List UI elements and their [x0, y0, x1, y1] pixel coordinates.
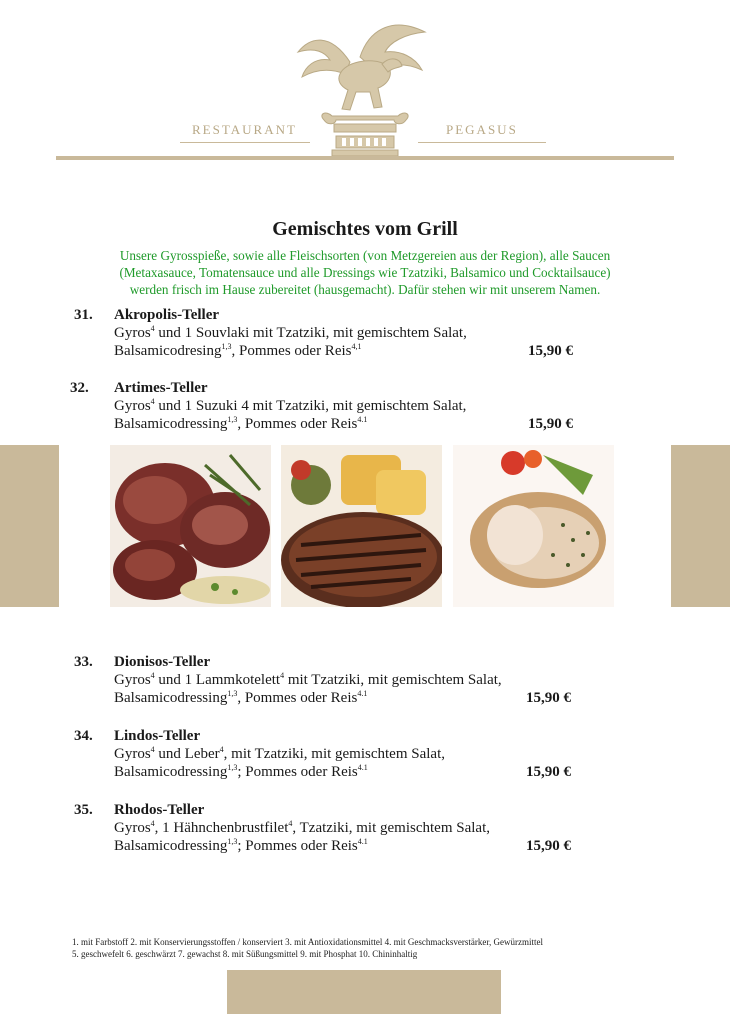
item-description-line: Balsamicodressing$^{1,3}$, Pommes oder Reis$^{4.1}$: [114, 689, 368, 706]
item-name: Dionisos-Teller: [114, 654, 211, 670]
item-price: 15,90 €: [526, 690, 571, 706]
item-name: Artimes-Teller: [114, 380, 208, 396]
header-rule-right: [418, 142, 546, 143]
header-rule-left: [180, 142, 310, 143]
item-number: 32.: [70, 380, 89, 396]
item-number: 31.: [74, 307, 93, 323]
item-description-line: Balsamicodressing$^{1,3}$; Pommes oder Reis$^{4.1}$: [114, 837, 368, 854]
intro-line: (Metaxasauce, Tomatensauce und alle Dressings wie Tzatziki, Balsamico und Cocktailsauce): [119, 265, 611, 280]
footnote-line: 1. mit Farbstoff 2. mit Konservierungsstoffen / konserviert 3. mit Antioxidationsmittel 4. mit Geschmacksverstärker, Gewürzmittel: [72, 937, 543, 947]
footnote-line: 5. geschwefelt 6. geschwärzt 7. gewachst 8. mit Süßungsmittel 9. mit Phosphat 10. Chininhaltig: [72, 949, 418, 959]
intro-line: werden frisch im Hause zubereitet (hausgemacht). Dafür stehen wir mit unserem Namen.: [129, 282, 601, 297]
section-intro: [70, 247, 660, 298]
header-rule-main: [56, 156, 674, 160]
photo-grilled-steak: [281, 445, 442, 607]
decor-block-right: [671, 445, 730, 607]
item-price: 15,90 €: [526, 764, 571, 780]
item-description-line: Gyros$^4$ und 1 Lammkotelett$^4$ mit Tzatziki, mit gemischtem Salat,: [114, 671, 502, 688]
pegasus-column-logo-icon: [290, 12, 440, 162]
item-number: 33.: [74, 654, 93, 670]
decor-block-left: [0, 445, 59, 607]
item-description-line: Balsamicodressing$^{1,3}$; Pommes oder Reis$^{4.1}$: [114, 763, 368, 780]
section-title: Gemischtes vom Grill: [272, 218, 458, 240]
intro-line: Unsere Gyrosspieße, sowie alle Fleischsorten (von Metzgereien aus der Region), alle Saucen: [119, 248, 611, 263]
item-number: 34.: [74, 728, 93, 744]
item-number: 35.: [74, 802, 93, 818]
item-price: 15,90 €: [526, 838, 571, 854]
photo-lamb-chops: [110, 445, 271, 607]
photo-chicken-breast: [453, 445, 614, 607]
item-description-line: Balsamicodressing$^{1,3}$, Pommes oder Reis$^{4.1}$: [114, 415, 368, 432]
item-price: 15,90 €: [528, 416, 573, 432]
decor-block-bottom: [227, 970, 501, 1014]
brand-word-pegasus: PEGASUS: [446, 122, 518, 137]
item-description-line: Gyros$^4$ und 1 Suzuki 4 mit Tzatziki, mit gemischtem Salat,: [114, 397, 467, 414]
item-description-line: Gyros$^4$ und 1 Souvlaki mit Tzatziki, mit gemischtem Salat,: [114, 324, 467, 341]
brand-word-restaurant: RESTAURANT: [192, 122, 297, 137]
item-description-line: Gyros$^4$ und Leber$^4$, mit Tzatziki, mit gemischtem Salat,: [114, 745, 446, 762]
item-name: Lindos-Teller: [114, 728, 201, 744]
item-description-line: Balsamicodresing$^{1,3}$, Pommes oder Reis$^{4,1}$: [114, 342, 362, 359]
item-description-line: Gyros$^4$, 1 Hähnchenbrustfilet$^4$, Tzatziki, mit gemischtem Salat,: [114, 819, 490, 836]
item-name: Akropolis-Teller: [114, 307, 220, 323]
item-name: Rhodos-Teller: [114, 802, 205, 818]
item-price: 15,90 €: [528, 343, 573, 359]
